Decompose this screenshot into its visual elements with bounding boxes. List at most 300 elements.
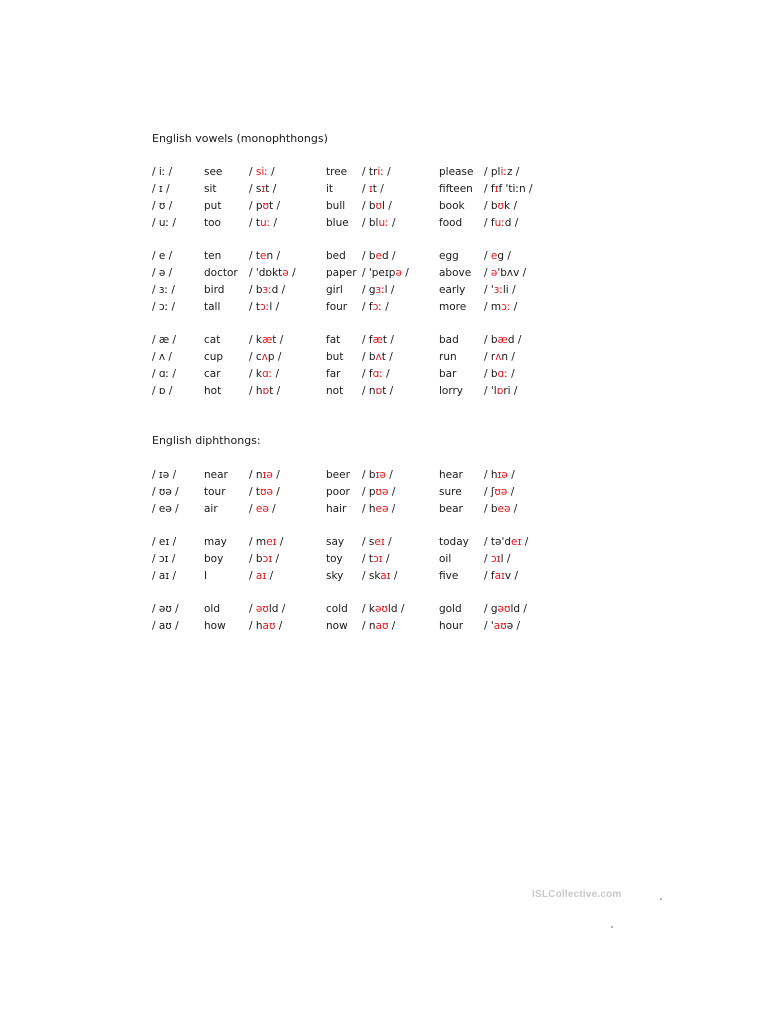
example-word: bear (439, 503, 463, 515)
transcription-part: / (388, 217, 396, 229)
transcription-part: / t (362, 553, 373, 565)
transcription (249, 568, 273, 585)
phoneme-row (0, 299, 768, 316)
example-word: doctor (204, 267, 238, 279)
highlighted-sound: ɑː (497, 368, 508, 380)
transcription (249, 383, 280, 400)
highlighted-sound: aɪ (380, 570, 391, 582)
phoneme-symbol: / ə / (152, 267, 173, 279)
highlighted-sound: ʊ (497, 200, 505, 212)
transcription (249, 265, 296, 282)
transcription-part: ld / (268, 603, 286, 615)
transcription-part: n / (501, 351, 515, 363)
stray-dot (611, 926, 613, 928)
transcription (362, 198, 392, 215)
example-word: hear (439, 469, 463, 481)
phoneme-symbol: / ɔɪ / (152, 553, 176, 565)
example-word: girl (326, 284, 343, 296)
phoneme-symbol: / ʊə / (152, 486, 179, 498)
phoneme-row (0, 248, 768, 265)
transcription (249, 467, 280, 484)
transcription-part: / (249, 166, 256, 178)
highlighted-sound: æ (372, 334, 383, 346)
transcription-part: / k (362, 603, 375, 615)
transcription-part: d / (382, 250, 396, 262)
highlighted-sound: eɪ (374, 536, 385, 548)
transcription-part: / 'l (484, 385, 497, 397)
transcription-part: / (249, 603, 256, 615)
highlighted-sound: uː (378, 217, 389, 229)
transcription-part: / (270, 217, 278, 229)
transcription (484, 484, 514, 501)
transcription (484, 568, 518, 585)
example-word: more (439, 301, 467, 313)
example-word: car (204, 368, 221, 380)
highlighted-sound: eə (255, 503, 269, 515)
highlighted-sound: ɑː (261, 368, 273, 380)
transcription-part: / n (362, 620, 376, 632)
transcription-part: t / (372, 183, 384, 195)
transcription-part: / (382, 368, 390, 380)
example-word: food (439, 217, 463, 229)
example-word: tall (204, 301, 221, 313)
highlighted-sound: ɪ (261, 183, 266, 195)
highlighted-sound: aʊ (375, 620, 389, 632)
phoneme-symbol: / əʊ / (152, 603, 179, 615)
transcription-part: t / (269, 385, 281, 397)
transcription-part: / f (362, 334, 373, 346)
phoneme-symbol: / ɑː / (152, 368, 176, 380)
transcription-part: k / (504, 200, 518, 212)
highlighted-sound: ʌ (375, 351, 382, 363)
highlighted-sound: ə (395, 267, 402, 279)
phoneme-symbol: / iː / (152, 166, 173, 178)
example-word: fat (326, 334, 341, 346)
highlighted-sound: eɪ (511, 536, 522, 548)
example-word: book (439, 200, 465, 212)
example-word: bull (326, 200, 346, 212)
transcription (362, 366, 390, 383)
phoneme-symbol: / aʊ / (152, 620, 179, 632)
example-word: today (439, 536, 469, 548)
highlighted-sound: ɪə (262, 469, 273, 481)
transcription-part: / g (484, 603, 498, 615)
transcription-part: / (401, 267, 409, 279)
transcription-part: / b (362, 469, 376, 481)
transcription (484, 383, 517, 400)
phoneme-symbol: / ɪə / (152, 469, 177, 481)
transcription-part: / h (362, 503, 376, 515)
highlighted-sound: ɪə (375, 469, 386, 481)
phoneme-symbol: / ɜː / (152, 284, 175, 296)
transcription-part: v / (504, 570, 519, 582)
example-word: above (439, 267, 472, 279)
example-word: say (326, 536, 345, 548)
transcription (362, 332, 394, 349)
transcription (484, 551, 510, 568)
example-word: put (204, 200, 222, 212)
transcription (362, 534, 392, 551)
example-word: ten (204, 250, 222, 262)
highlighted-sound: ɜː (375, 284, 385, 296)
highlighted-sound: əʊ (374, 603, 388, 615)
example-word: tour (204, 486, 226, 498)
phoneme-row (0, 198, 768, 215)
transcription (362, 568, 397, 585)
transcription-part: z / (506, 166, 520, 178)
transcription (362, 248, 396, 265)
phoneme-row (0, 164, 768, 181)
example-word: old (204, 603, 221, 615)
transcription-part: / ʃ (484, 486, 495, 498)
example-word: lorry (439, 385, 464, 397)
transcription (249, 366, 279, 383)
transcription-part: / tr (362, 166, 378, 178)
transcription (249, 601, 285, 618)
example-word: sky (326, 570, 344, 582)
transcription-part: / (388, 486, 396, 498)
example-word: beer (326, 469, 350, 481)
transcription-part: li / (502, 284, 516, 296)
stray-dot (660, 898, 662, 900)
transcription (484, 215, 518, 232)
phoneme-row (0, 332, 768, 349)
phoneme-symbol: / uː / (152, 217, 176, 229)
transcription-part: / pl (484, 166, 501, 178)
transcription-part: / b (249, 553, 263, 565)
highlighted-sound: ʌ (495, 351, 502, 363)
transcription-part: / (384, 536, 392, 548)
transcription-part: / (249, 570, 256, 582)
highlighted-sound: ɪ (368, 183, 373, 195)
transcription (484, 282, 516, 299)
example-word: not (326, 385, 344, 397)
highlighted-sound: uː (260, 217, 271, 229)
transcription (484, 601, 527, 618)
transcription-part: / (382, 553, 390, 565)
highlighted-sound: ʊə (494, 486, 508, 498)
phoneme-row (0, 383, 768, 400)
transcription-part: / 'peɪp (362, 267, 396, 279)
vowels-heading: English vowels (monophthongs) (152, 132, 328, 145)
transcription (362, 265, 409, 282)
transcription-part: t / (382, 385, 394, 397)
transcription (249, 551, 279, 568)
transcription-part: / f (362, 368, 373, 380)
example-word: but (326, 351, 344, 363)
highlighted-sound: e (260, 250, 267, 262)
transcription-part: / (507, 486, 515, 498)
transcription (484, 299, 517, 316)
highlighted-sound: ɪə (497, 469, 508, 481)
transcription-part: g / (497, 250, 511, 262)
transcription-part: / b (249, 284, 263, 296)
transcription (484, 332, 521, 349)
transcription-part: / ' (484, 284, 494, 296)
highlighted-sound: ə (490, 267, 498, 279)
transcription-part: / (276, 536, 284, 548)
transcription-part: / ' (484, 620, 494, 632)
transcription-part: t / (269, 200, 281, 212)
highlighted-sound: əʊ (255, 603, 269, 615)
example-word: run (439, 351, 457, 363)
example-word: may (204, 536, 227, 548)
phoneme-row (0, 501, 768, 518)
example-word: five (439, 570, 459, 582)
transcription (362, 484, 395, 501)
transcription-part: / (267, 166, 275, 178)
transcription-part: / k (249, 334, 262, 346)
phoneme-row (0, 568, 768, 585)
highlighted-sound: æ (497, 334, 508, 346)
transcription-part: t / (382, 334, 394, 346)
transcription (484, 534, 528, 551)
example-word: gold (439, 603, 462, 615)
highlighted-sound: ɒ (262, 385, 270, 397)
transcription-part: / b (362, 200, 376, 212)
transcription-part: l / (382, 200, 392, 212)
transcription (249, 484, 280, 501)
highlighted-sound: ɪ (494, 183, 499, 195)
transcription-part: / (266, 570, 274, 582)
transcription-part: d / (507, 334, 522, 346)
transcription-part: ri / (503, 385, 518, 397)
transcription-part: / (388, 620, 396, 632)
transcription-part: t / (272, 334, 284, 346)
transcription-part: / (507, 469, 515, 481)
transcription-part: / (272, 469, 280, 481)
example-word: cold (326, 603, 348, 615)
highlighted-sound: uː (494, 217, 505, 229)
diphthongs-heading: English diphthongs: (152, 434, 261, 447)
transcription-part: / k (249, 368, 262, 380)
transcription-part: / h (249, 385, 263, 397)
transcription (484, 366, 515, 383)
transcription (362, 181, 384, 198)
transcription-part: / (510, 503, 518, 515)
transcription (249, 248, 280, 265)
transcription (362, 467, 393, 484)
highlighted-sound: ɔɪ (262, 553, 273, 565)
phoneme-row (0, 282, 768, 299)
transcription-part: / b (484, 503, 498, 515)
phoneme-symbol: / æ / (152, 334, 177, 346)
transcription-part: / h (484, 469, 498, 481)
transcription-part: / p (249, 200, 263, 212)
transcription-part: / (521, 536, 529, 548)
example-word: sit (204, 183, 217, 195)
transcription-part: l / (384, 284, 395, 296)
transcription (362, 215, 396, 232)
example-word: bar (439, 368, 457, 380)
transcription-part: / (383, 166, 391, 178)
highlighted-sound: e (375, 250, 383, 262)
highlighted-sound: iː (377, 166, 384, 178)
highlighted-sound: aʊ (493, 620, 507, 632)
transcription-part: ə / (506, 620, 521, 632)
example-word: hot (204, 385, 222, 397)
transcription-part: d / (271, 284, 286, 296)
highlighted-sound: ʌ (261, 351, 268, 363)
highlighted-sound: ɔɪ (490, 553, 501, 565)
highlighted-sound: e (490, 250, 498, 262)
example-word: now (326, 620, 348, 632)
example-word: early (439, 284, 466, 296)
example-word: cat (204, 334, 221, 346)
example-word: bad (439, 334, 459, 346)
transcription (249, 215, 277, 232)
transcription-part: / t (249, 217, 260, 229)
transcription (249, 349, 281, 366)
transcription-part: / n (362, 385, 376, 397)
transcription-part: / t (249, 250, 260, 262)
transcription-part: / b (362, 351, 376, 363)
example-word: boy (204, 553, 224, 565)
phoneme-row (0, 181, 768, 198)
transcription-part: / s (249, 183, 262, 195)
transcription-part: / p (362, 486, 376, 498)
transcription-part: / b (484, 200, 498, 212)
highlighted-sound: ə (282, 267, 289, 279)
transcription-part: / m (249, 536, 267, 548)
example-word: fifteen (439, 183, 473, 195)
example-word: I (204, 570, 208, 582)
highlighted-sound: ɑː (372, 368, 383, 380)
highlighted-sound: ʊ (262, 200, 270, 212)
example-word: egg (439, 250, 459, 262)
example-word: too (204, 217, 221, 229)
transcription-part: / (288, 267, 296, 279)
transcription (484, 467, 515, 484)
phoneme-symbol: / eɪ / (152, 536, 177, 548)
highlighted-sound: eə (375, 503, 389, 515)
example-word: see (204, 166, 223, 178)
transcription-part: / (385, 469, 393, 481)
transcription (362, 501, 395, 518)
highlighted-sound: ɒ (496, 385, 504, 397)
transcription-part: / t (249, 301, 260, 313)
transcription-part: / (388, 503, 396, 515)
highlighted-sound: ʊə (375, 486, 389, 498)
phoneme-row (0, 349, 768, 366)
transcription-part: / f (484, 217, 495, 229)
example-word: how (204, 620, 226, 632)
transcription-part: t / (265, 183, 277, 195)
transcription-part: / tə'd (484, 536, 512, 548)
example-word: air (204, 503, 218, 515)
transcription-part: / (484, 267, 491, 279)
transcription (249, 181, 276, 198)
phoneme-symbol: / ɒ / (152, 385, 173, 397)
transcription-part: l / (500, 553, 511, 565)
transcription-part: / b (362, 250, 376, 262)
example-word: sure (439, 486, 462, 498)
transcription-part: / (362, 183, 369, 195)
example-word: toy (326, 553, 343, 565)
transcription-part: / t (249, 486, 260, 498)
highlighted-sound: ɔɪ (373, 553, 383, 565)
transcription-part: / n (249, 469, 263, 481)
example-word: hair (326, 503, 347, 515)
transcription (249, 534, 283, 551)
highlighted-sound: ɜː (262, 284, 272, 296)
example-word: bird (204, 284, 225, 296)
phoneme-symbol: / ʊ / (152, 200, 173, 212)
highlighted-sound: ɔː (260, 301, 270, 313)
transcription (362, 164, 391, 181)
islcollective-watermark: ISLCollective.com (532, 889, 622, 900)
transcription-part: / (272, 368, 280, 380)
transcription-part: l / (269, 301, 280, 313)
phoneme-row (0, 484, 768, 501)
transcription-part: p / (267, 351, 282, 363)
transcription-part: / h (249, 620, 263, 632)
transcription-part: / r (484, 351, 496, 363)
transcription-part: ld / (387, 603, 405, 615)
transcription-part: t / (381, 351, 393, 363)
example-word: tree (326, 166, 348, 178)
example-word: hour (439, 620, 464, 632)
highlighted-sound: ɒ (375, 385, 383, 397)
example-word: bed (326, 250, 346, 262)
highlighted-sound: ʊ (375, 200, 383, 212)
transcription-part: / f (362, 301, 373, 313)
transcription-part: f 'tiːn / (498, 183, 533, 195)
transcription-part: / (510, 301, 518, 313)
transcription-part: ld / (510, 603, 527, 615)
highlighted-sound: ɔː (501, 301, 511, 313)
transcription (484, 198, 517, 215)
transcription-part: / (268, 503, 276, 515)
phoneme-symbol: / ɔː / (152, 301, 176, 313)
example-word: four (326, 301, 348, 313)
transcription-part: / (390, 570, 398, 582)
highlighted-sound: aɪ (494, 570, 505, 582)
transcription (484, 265, 526, 282)
transcription-part: / m (484, 301, 502, 313)
transcription-part: / sk (362, 570, 381, 582)
phoneme-row (0, 467, 768, 484)
transcription-part: / b (484, 368, 498, 380)
phoneme-symbol: / ʌ / (152, 351, 172, 363)
example-word: far (326, 368, 341, 380)
highlighted-sound: əʊ (497, 603, 511, 615)
highlighted-sound: ɜː (493, 284, 503, 296)
transcription (484, 349, 515, 366)
transcription-part: / (272, 486, 280, 498)
transcription-part: / (249, 503, 256, 515)
phoneme-row (0, 601, 768, 618)
transcription (362, 299, 389, 316)
transcription (249, 332, 283, 349)
example-word: blue (326, 217, 349, 229)
phoneme-row (0, 265, 768, 282)
highlighted-sound: ʊə (260, 486, 273, 498)
transcription (484, 164, 519, 181)
highlighted-sound: ɔː (372, 301, 382, 313)
transcription (249, 618, 282, 635)
transcription (484, 618, 520, 635)
highlighted-sound: siː (255, 166, 268, 178)
transcription (249, 299, 279, 316)
transcription (362, 551, 390, 568)
example-word: please (439, 166, 474, 178)
transcription (249, 282, 285, 299)
phoneme-symbol: / aɪ / (152, 570, 177, 582)
highlighted-sound: aʊ (262, 620, 276, 632)
transcription-part: / bl (362, 217, 379, 229)
transcription (484, 248, 511, 265)
